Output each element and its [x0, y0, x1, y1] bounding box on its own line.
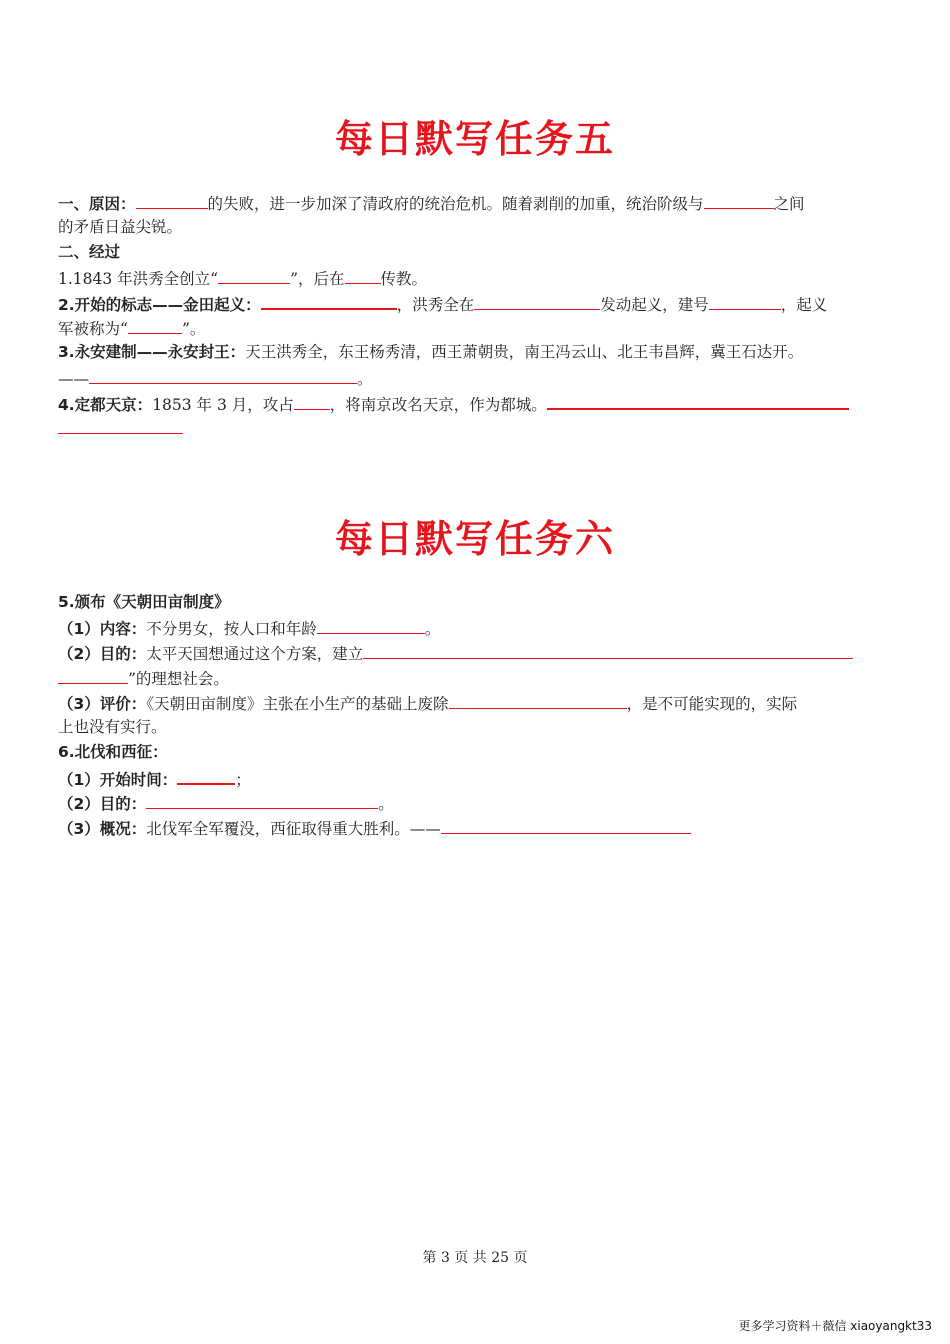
text: 之间	[773, 195, 805, 213]
item-1	[58, 265, 893, 292]
text: 。	[424, 620, 441, 638]
blank	[474, 291, 600, 310]
reason-line-1	[58, 190, 893, 217]
item-2	[58, 290, 893, 318]
blank	[146, 790, 378, 809]
text: ；	[235, 771, 251, 789]
text: 《天朝田亩制度》主张在小生产的基础上废除	[146, 695, 449, 713]
item-5-evaluation-cont: 上也没有实行。	[58, 718, 167, 736]
blank	[317, 615, 425, 634]
text: 的失败，进一步加深了清政府的统治危机。随着剥削的加重，统治阶级与	[207, 195, 704, 213]
item-6-overview	[58, 815, 893, 842]
item-6-start	[58, 765, 893, 793]
text: 军被称为“	[58, 320, 128, 338]
blank	[704, 190, 774, 209]
blank	[261, 290, 397, 310]
subheading: （3）评价：	[58, 695, 147, 713]
subheading: （3）概况：	[58, 820, 147, 838]
blank	[709, 291, 781, 310]
text: 。	[378, 795, 394, 813]
text: ，将南京改名天京，作为都城。	[329, 396, 547, 414]
item-3	[58, 340, 893, 365]
text: ，是不可能实现的，实际	[626, 695, 798, 713]
item-2-heading: 2.开始的标志——金田起义：	[58, 296, 261, 314]
text: 1.1843 年洪秀全创立“	[58, 270, 219, 288]
blank	[363, 640, 853, 659]
item-5-heading: 5.颁布《天朝田亩制度》	[58, 593, 230, 611]
blank	[441, 815, 691, 834]
reason-line-2: 的矛盾日益尖锐。	[58, 218, 183, 236]
page-number: 第 3 页 共 25 页	[422, 1250, 528, 1266]
blank	[128, 315, 182, 334]
blank	[345, 265, 381, 284]
subheading: （2）目的：	[58, 645, 147, 663]
text: 北伐军全军覆没，西征取得重大胜利。——	[146, 820, 441, 838]
blank	[218, 265, 290, 284]
blank	[177, 765, 235, 785]
text: ——	[58, 370, 89, 388]
text: ”的理想社会。	[128, 670, 229, 688]
text: 不分男女，按人口和年龄	[146, 620, 317, 638]
text: 天王洪秀全，东王杨秀清，西王萧朝贵，南王冯云山、北王韦昌辉，冀王石达开。	[245, 343, 804, 361]
blank	[89, 365, 357, 384]
text: ”，后在	[290, 270, 345, 288]
text: ”。	[181, 320, 206, 338]
subheading: （1）内容：	[58, 620, 147, 638]
item-2-cont	[58, 315, 893, 342]
item-4	[58, 390, 893, 418]
item-5-content	[58, 615, 893, 642]
text: 太平天国想通过这个方案，建立	[146, 645, 364, 663]
item-3-heading: 3.永安建制——永安封王：	[58, 343, 246, 361]
item-3-cont	[58, 365, 893, 392]
text: 。	[357, 370, 373, 388]
process-heading: 二、经过	[58, 243, 121, 261]
text: ，起义	[780, 296, 828, 314]
watermark-text: 更多学习资料＋薇信 xiaoyangkt33	[738, 1319, 932, 1333]
item-6-heading: 6.北伐和西征：	[58, 743, 168, 761]
item-5-purpose	[58, 640, 893, 667]
text: 1853 年 3 月，攻占	[152, 396, 294, 414]
text: ，洪秀全在	[396, 296, 475, 314]
subheading: （2）目的：	[58, 795, 147, 813]
reason-heading: 一、原因：	[58, 195, 136, 213]
blank	[58, 415, 183, 434]
text: 传教。	[380, 270, 428, 288]
subheading: （1）开始时间：	[58, 771, 178, 789]
text: 发动起义，建号	[600, 296, 709, 314]
task-six-title: 每日默写任务六	[334, 517, 615, 561]
blank	[449, 690, 627, 709]
blank	[294, 391, 330, 410]
item-6-purpose	[58, 790, 893, 817]
blank	[547, 390, 849, 410]
blank	[136, 190, 208, 209]
task-five-title: 每日默写任务五	[334, 117, 615, 161]
item-4-heading: 4.定都天京：	[58, 396, 153, 414]
item-5-purpose-cont	[58, 665, 893, 692]
item-4-cont	[58, 415, 893, 442]
blank	[58, 665, 128, 684]
item-5-evaluation	[58, 690, 893, 717]
